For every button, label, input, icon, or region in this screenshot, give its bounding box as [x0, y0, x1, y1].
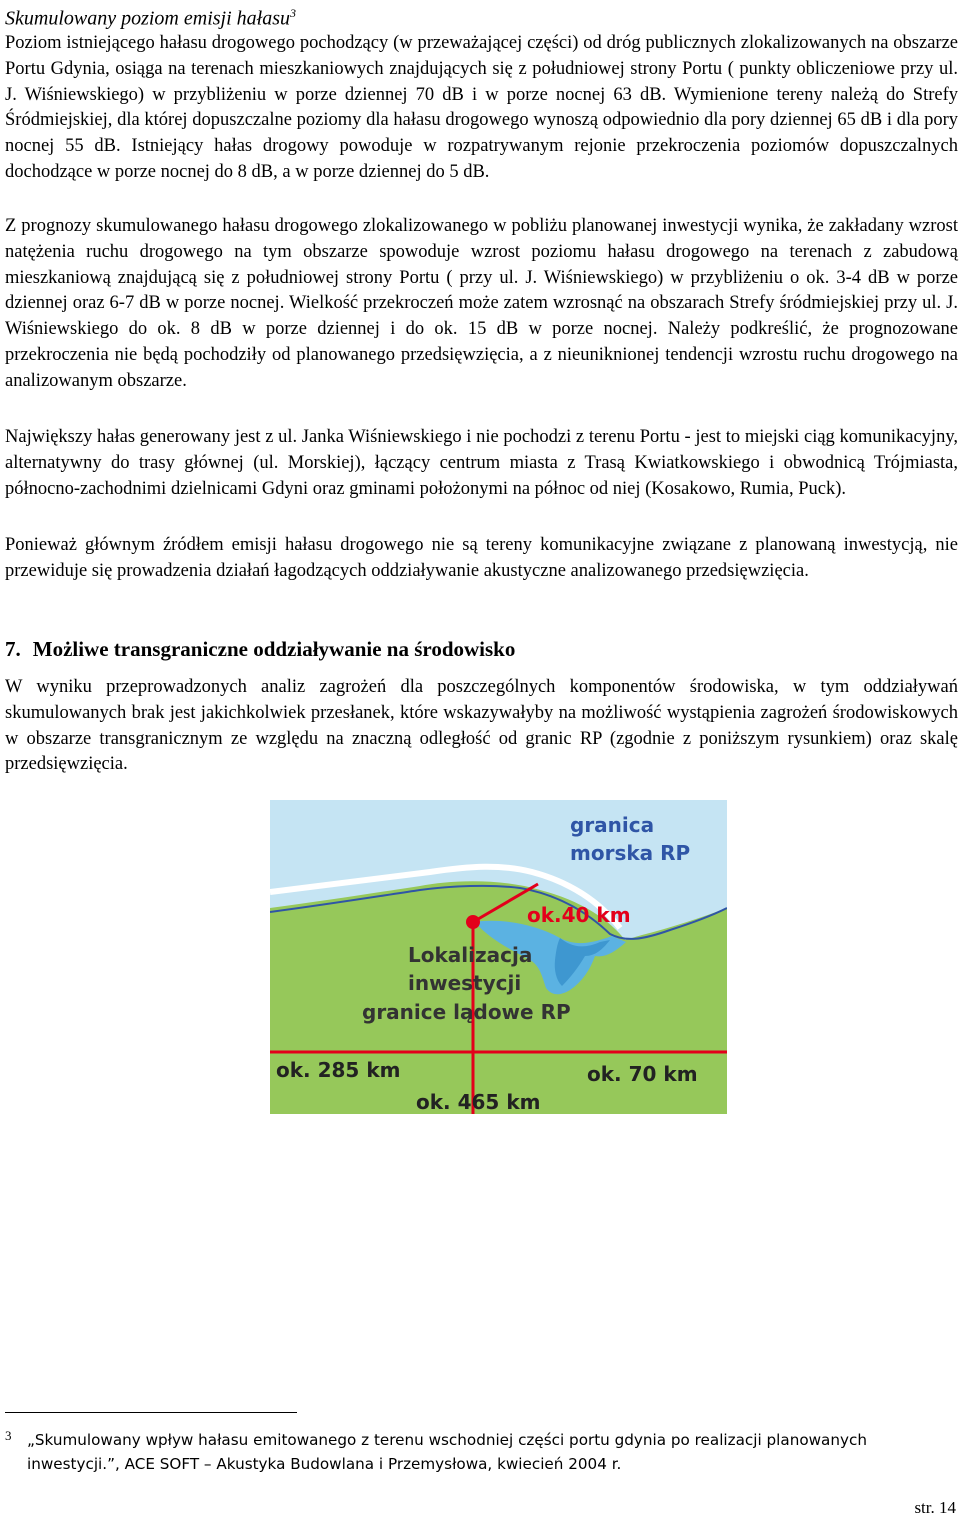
- heading-text: Skumulowany poziom emisji hałasu: [5, 7, 290, 30]
- footnote: [5, 1428, 960, 1476]
- investment-location-marker: [466, 915, 480, 929]
- paragraph-noise-levels: Poziom istniejącego hałasu drogowego pochodzący (w przeważającej części) od dróg publicznych zlokalizowanych na obszarze Portu Gdynia, osiąga na terenach mieszkaniowych znajdujących się z południowej strony Portu ( punkty obliczeniowe przy ul. J. Wiśniewskiego) w przybliżeniu w porze dziennej 70 dB i w porze nocnej 63 dB. Wymienione tereny należą do Strefy Śródmiejskiej, dla której dopuszczalne poziomy dla hałasu drogowego wynoszą odpowiednio dla pory dziennej 65 dB i dla pory nocnej 55 dB. Istniejący hałas drogowy powoduje w rozpatrywanym rejonie przekroczenia poziomów dopuszczalnych dochodzące w porze nocnej do 8 dB, a w porze dziennej do 5 dB.: [5, 33, 958, 182]
- section-title-text: Możliwe transgraniczne oddziaływanie na środowisko: [32, 637, 516, 661]
- section-heading: [5, 0, 296, 32]
- paragraph-forecast: Z prognozy skumulowanego hałasu drogowego zlokalizowanego w pobliżu planowanej inwestycji wynika, że zakładany wzrost natężenia ruchu drogowego na tym obszarze spowoduje wzrost poziomu hałasu drogowego na terenach z zabudową mieszkaniową znajdującą się z południowej strony Portu ( przy ul. J. Wiśniewskiego) w przybliżeniu o ok. 3-4 dB w porze dziennej oraz 6-7 dB w porze nocnej. Wielkość przekroczeń może zatem wzrosnąć na obszarach Strefy śródmiejskiej przy ul. J. Wiśniewskiego do ok. 8 dB w porze dziennej i do ok. 15 dB w porze nocnej. Należy podkreślić, że prognozowane przekroczenia nie będą pochodziły od planowanego przedsięwzięcia, a z nieuniknionej tendencji wzrostu ruchu drogowego na analizowanym obszarze.: [5, 216, 958, 391]
- page-number: str. 14: [914, 1498, 956, 1517]
- label-sea-border-2: morska RP: [570, 841, 691, 865]
- label-285km: ok. 285 km: [276, 1058, 401, 1082]
- label-465km: ok. 465 km: [416, 1090, 541, 1114]
- label-40km: ok.40 km: [527, 903, 631, 927]
- transboundary-map: [270, 800, 727, 1114]
- label-sea-border-1: granica: [570, 813, 655, 837]
- footnote-ref: 3: [290, 6, 296, 20]
- footnote-number: 3: [5, 1428, 12, 1443]
- footnote-text: „Skumulowany wpływ hałasu emitowanego z terenu wschodniej części portu gdynia po realizacji planowanych inwestycji.”, ACE SOFT – Akustyka Budowlana i Przemysłowa, kwiecień 2004 r.: [27, 1431, 867, 1473]
- label-70km: ok. 70 km: [587, 1062, 698, 1086]
- paragraph-transboundary: W wyniku przeprowadzonych analiz zagrożeń dla poszczególnych komponentów środowiska, w tym oddziaływań skumulowanych brak jest jakichkolwiek przesłanek, które wskazywałyby na możliwość wystąpienia zagrożeń środowiskowych w obszarze transgranicznym ze względu na znaczną odległość od granic RP (zgodnie z poniższym rysunkiem) oraz skalę przedsięwzięcia.: [5, 677, 958, 775]
- footnote-separator: [5, 1412, 297, 1413]
- section-title: [5, 635, 515, 663]
- section-number: 7.: [5, 637, 21, 661]
- label-land-border: granice lądowe RP: [362, 1000, 571, 1024]
- paragraph-main-source: Największy hałas generowany jest z ul. Janka Wiśniewskiego i nie pochodzi z terenu Portu - jest to miejski ciąg komunikacyjny, alternatywny do trasy głównej (ul. Morskiej), łączący centrum miasta z Trasą Kwiatkowskiego i obwodnicą Trójmiasta, północno-zachodnimi dzielnicami Gdyni oraz gminami położonymi na północ od niej (Kosakowo, Rumia, Puck).: [5, 427, 958, 499]
- label-location-2: inwestycji: [408, 971, 522, 995]
- paragraph-mitigation: Ponieważ głównym źródłem emisji hałasu drogowego nie są tereny komunikacyjne związane z planowaną inwestycją, nie przewiduje się prowadzenia działań łagodzących oddziaływanie akustyczne analizowanego przedsięwzięcia.: [5, 535, 958, 581]
- label-location-1: Lokalizacja: [408, 943, 533, 967]
